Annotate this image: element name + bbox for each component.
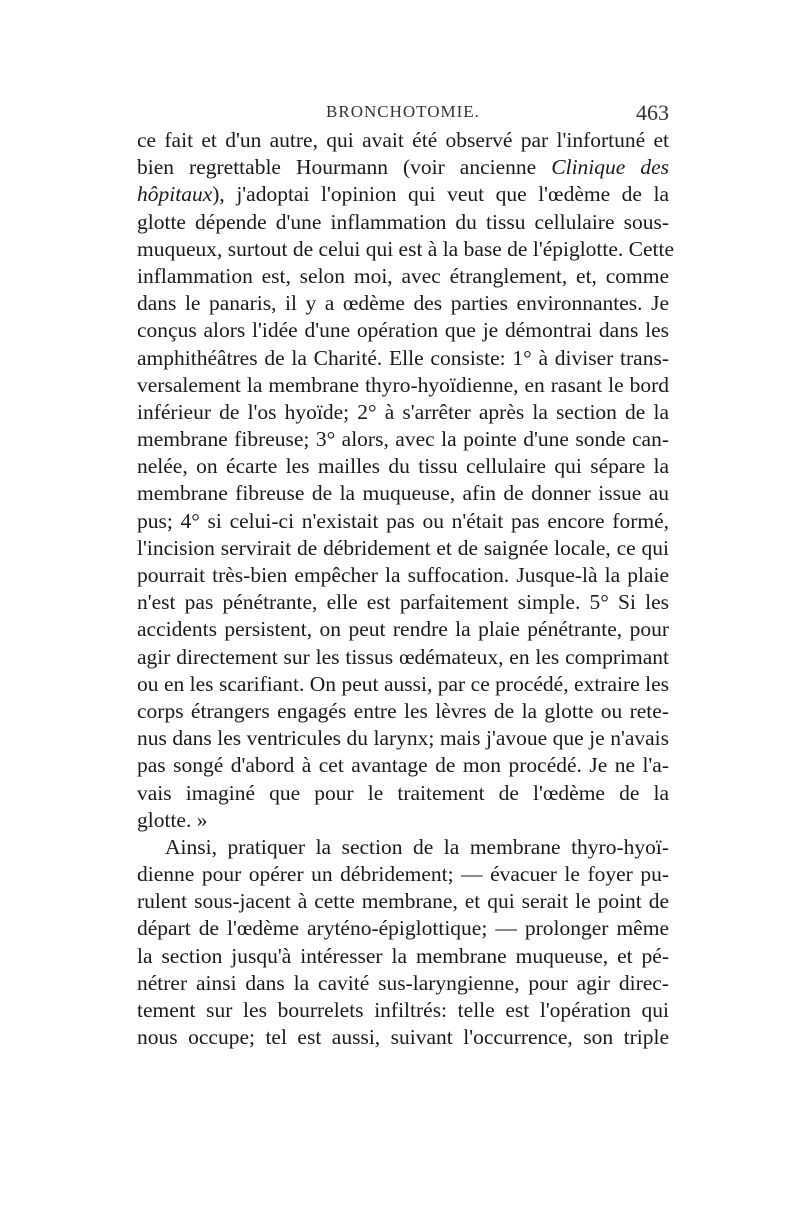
running-head [137, 100, 669, 130]
text-line [137, 154, 669, 181]
text-line: nus dans les ventricules du larynx; mais j'avoue que je n'avais [137, 726, 669, 751]
text-line: inflammation est, selon moi, avec étranglement, et, comme [137, 263, 669, 288]
text-line [137, 181, 669, 208]
text-segment: bien regrettable Hourmann (voir ancienne [137, 155, 537, 180]
text-line: versalement la membrane thyro-hyoïdienne, en rasant le bord [137, 372, 669, 397]
text-segment: ), j'adoptai l'opinion qui veut que l'œdème de la [212, 182, 669, 207]
italic-title: Clinique des [551, 155, 669, 180]
text-line: tement sur les bourrelets infiltrés: telle est l'opération qui [137, 998, 669, 1022]
text-line: agir directement sur les tissus œdémateux, en les comprimant [137, 644, 669, 669]
text-line: membrane fibreuse; 3° alors, avec la pointe d'une sonde can- [137, 427, 669, 452]
text-line: nelée, on écarte les mailles du tissu cellulaire qui sépare la [137, 454, 669, 479]
text-line: pourrait très-bien empêcher la suffocation. Jusque-là la plaie [137, 563, 669, 587]
page-number: 463 [636, 100, 669, 125]
text-line: amphithéâtres de la Charité. Elle consiste: 1° à diviser trans- [137, 345, 669, 370]
text-line: la section jusqu'à intéresser la membrane muqueuse, et pé- [137, 943, 669, 968]
text-line: pus; 4° si celui-ci n'existait pas ou n'était pas encore formé, [137, 508, 669, 533]
text-line: n'est pas pénétrante, elle est parfaitement simple. 5° Si les [137, 590, 669, 615]
italic-title: hôpitaux [137, 182, 213, 207]
text-line: nous occupe; tel est aussi, suivant l'occurrence, son triple [137, 1025, 669, 1050]
text-line: l'incision servirait de débridement et de saignée locale, ce qui [137, 535, 669, 560]
text-line: accidents persistent, on peut rendre la plaie pénétrante, pour [137, 617, 669, 642]
running-title: BRONCHOTOMIE. [326, 102, 480, 121]
text-line: dienne pour opérer un débridement; — évacuer le foyer pu- [137, 862, 669, 887]
paragraph-start-line: Ainsi, pratiquer la section de la membrane thyro-hyoï- [165, 834, 669, 859]
text-line: membrane fibreuse de la muqueuse, afin de donner issue au [137, 481, 669, 506]
text-line: corps étrangers engagés entre les lèvres de la glotte ou rete- [137, 698, 669, 723]
text-line: rulent sous-jacent à cette membrane, et qui serait le point de [137, 889, 669, 914]
body-text [137, 127, 675, 1051]
text-line: inférieur de l'os hyoïde; 2° à s'arrêter après la section de la [137, 399, 669, 424]
text-line: dans le panaris, il y a œdème des parties environnantes. Je [137, 291, 669, 316]
text-line: départ de l'œdème aryténo-épiglottique; — prolonger même [137, 916, 669, 941]
text-line: glotte dépende d'une inflammation du tissu cellulaire sous- [137, 209, 669, 234]
text-line: nétrer ainsi dans la cavité sus-laryngienne, pour agir direc- [137, 970, 669, 995]
text-line: ce fait et d'un autre, qui avait été observé par l'infortuné et [137, 128, 669, 152]
paragraph-end-line: glotte. » [137, 807, 208, 832]
text-line: vais imaginé que pour le traitement de l'œdème de la [137, 780, 669, 805]
text-line: pas songé d'abord à cet avantage de mon procédé. Je ne l'a- [137, 753, 669, 778]
text-line: ou en les scarifiant. On peut aussi, par ce procédé, extraire les [137, 671, 669, 696]
text-line: conçus alors l'idée d'une opération que je démontrai dans les [137, 318, 669, 343]
text-line: muqueux, surtout de celui qui est à la base de l'épiglotte. Cette [137, 236, 675, 261]
